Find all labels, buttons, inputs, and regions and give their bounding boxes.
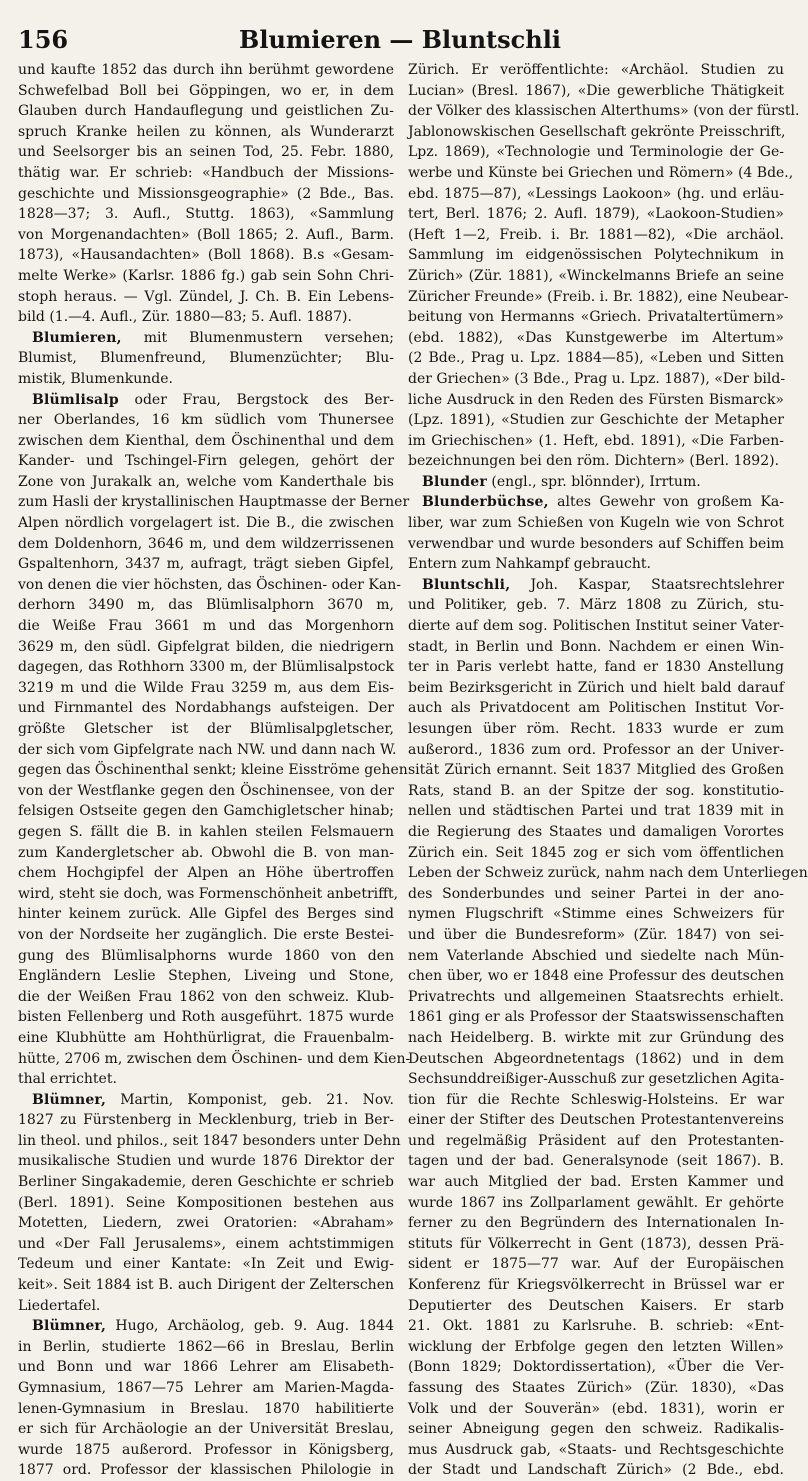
- line-text: bezeichnungen bei den röm. Dichtern» (Berl. 1892).: [408, 453, 780, 470]
- line-text: lesungen über röm. Recht. 1833 wurde er zum: [408, 721, 784, 737]
- text-line: [18, 1419, 394, 1440]
- line-text: 1861 ging er als Professor der Staatswissenschaften: [408, 1009, 784, 1026]
- line-text: sität Zürich ernannt. Seit 1837 Mitglied des Großen: [408, 762, 784, 779]
- entry-headword: Blümlisalp: [32, 391, 119, 408]
- text-line: [408, 822, 784, 843]
- line-text: der Völker des klassischen Alterthums» (von der fürstl.: [408, 103, 800, 120]
- text-line: [18, 1460, 394, 1481]
- text-line: [18, 1399, 394, 1420]
- line-text: Konferenz für Kriegsvölkerrecht in Brüssel war er: [408, 1277, 784, 1294]
- text-line: [408, 616, 784, 637]
- text-line: [408, 534, 784, 555]
- line-text: liber, war zum Schießen von Kugeln wie von Schrot: [408, 515, 784, 532]
- line-text: Deutschen Abgeordnetentags (1862) und in dem: [408, 1050, 784, 1067]
- text-line: [18, 184, 394, 205]
- entry-headword: Blumieren,: [32, 329, 122, 346]
- text-line: [408, 987, 784, 1008]
- text-line: [18, 122, 394, 143]
- text-line: [18, 801, 394, 822]
- text-line: [408, 1296, 784, 1317]
- text-line: [408, 472, 784, 493]
- line-text: wurde 1867 ins Zollparlament gewählt. Er gehörte: [408, 1194, 784, 1211]
- text-line: [18, 966, 394, 987]
- text-line: [18, 1378, 394, 1399]
- text-line: [18, 163, 394, 184]
- text-line: [18, 616, 394, 637]
- text-line: [18, 863, 394, 884]
- line-text: Motetten, Liedern, zwei Oratorien: «Abraham»: [18, 1215, 394, 1232]
- text-line: [408, 122, 784, 143]
- text-line: [408, 1460, 784, 1481]
- text-line: [18, 81, 394, 102]
- text-line: [18, 1337, 394, 1358]
- line-text: die Regierung des Staates und damaligen Vorortes: [408, 823, 784, 840]
- line-text: einer der Stifter des Deutschen Protestantenvereins: [408, 1112, 784, 1129]
- text-line: [18, 1440, 394, 1461]
- line-text: mistik, Blumenkunde.: [18, 370, 173, 387]
- text-line: [18, 884, 399, 905]
- text-line: [408, 369, 784, 390]
- text-line: [408, 1172, 784, 1193]
- line-text: wicklung der Erbfolge gegen den letzten Willen»: [408, 1338, 784, 1355]
- text-line: [18, 1049, 411, 1070]
- line-text: dierte auf dem sog. Politischen Institut seiner Vater-: [408, 618, 784, 635]
- line-text: tert, Berl. 1876; 2. Aufl. 1879), «Laokoon-Studien»: [408, 206, 784, 223]
- line-text: Liedertafel.: [18, 1297, 101, 1314]
- text-line: [408, 740, 784, 761]
- line-text: Privatrechts und allgemeinen Staatsrechts erhielt.: [408, 988, 784, 1005]
- text-line: [18, 1110, 394, 1131]
- text-line: [408, 719, 784, 740]
- text-line: [408, 1028, 784, 1049]
- line-text: tagen und der bad. Generalsynode (seit 1867). B.: [408, 1153, 784, 1170]
- text-line: [18, 369, 394, 390]
- entry-headword: Blunderbüchse,: [422, 494, 549, 511]
- line-text: Kander- und Tschingel-Firn gelegen, gehört der: [18, 453, 394, 470]
- text-line: [18, 740, 397, 761]
- line-text: mus Ausdruck gab, «Staats- und Rechtsgeschichte: [408, 1441, 784, 1458]
- text-line: [408, 925, 784, 946]
- line-text: beitung von Hermanns «Griech. Privataltertümern»: [408, 309, 784, 326]
- line-text: Gspaltenhorn, 3437 m, aufragt, trägt sieben Gipfel,: [18, 556, 394, 573]
- text-line: [408, 801, 784, 822]
- line-text: 21. Okt. 1881 zu Karlsruhe. B. schrieb: «Ent-: [408, 1318, 784, 1335]
- line-text: Zone von Jurakalk an, welche vom Kanderthale bis: [18, 473, 394, 490]
- line-text: (Bonn 1829; Doktordissertation), «Über die Ver-: [408, 1359, 784, 1376]
- line-text: Lpz. 1869), «Technologie und Terminologie der Ge-: [408, 144, 784, 161]
- line-text: größte Gletscher ist der Blümlisalpgletscher,: [18, 721, 394, 737]
- line-text: thal errichtet.: [18, 1071, 117, 1088]
- text-line: [18, 904, 394, 925]
- line-text: und Firnmantel des Nordabhangs aufsteigen. Der: [18, 700, 394, 717]
- line-text: von der Westflanke gegen den Öschinensee, von der: [18, 782, 394, 799]
- line-text: gegen S. fällt die B. in kahlen steilen Felsmauern: [18, 823, 394, 840]
- line-text: keit». Seit 1884 ist B. auch Dirigent der Zelterschen: [18, 1277, 394, 1294]
- line-text: hütte, 2706 m, zwischen dem Öschinen- und dem Kien-: [18, 1050, 411, 1067]
- text-line: [408, 142, 784, 163]
- line-text: sident er 1875—77 war. Auf der Europäischen: [408, 1256, 784, 1273]
- text-line: [408, 678, 784, 699]
- line-text: stoph heraus. — Vgl. Zündel, J. Ch. B. Ein Lebens-: [18, 288, 394, 305]
- text-line: [408, 1419, 784, 1440]
- text-line: [18, 1028, 394, 1049]
- text-line: [408, 101, 800, 122]
- text-line: [408, 904, 784, 925]
- text-line: [18, 1213, 394, 1234]
- line-text: des Sonderbundes und seiner Partei in der ano-: [408, 885, 784, 902]
- line-text: Tedeum und einer Kantate: «In Zeit und Ewig-: [18, 1256, 394, 1273]
- line-text: und über die Bundesreform» (Zür. 1847) von sei-: [408, 926, 784, 943]
- text-line: [408, 1151, 784, 1172]
- line-text: und Seelsorger bis an seinen Tod, 25. Febr. 1880,: [18, 144, 394, 161]
- text-line: [18, 822, 394, 843]
- text-line: [18, 575, 401, 596]
- line-text: lin theol. und philos., seit 1847 besonders unter Dehn: [18, 1132, 401, 1149]
- text-line: [18, 348, 394, 369]
- line-text: (Heft 1—2, Freib. i. Br. 1881—82), «Die archäol.: [408, 226, 784, 243]
- left-column: [18, 60, 411, 1479]
- line-text: gegen das Öschinenthal senkt; kleine Eisströme gehen: [18, 762, 408, 779]
- text-line: [18, 698, 394, 719]
- line-text: zum Hasli der krystallinischen Hauptmasse der Berner: [18, 494, 410, 511]
- line-text: (2 Bde., Prag u. Lpz. 1884—85), «Leben und Sitten: [408, 350, 784, 367]
- line-text: thätig war. Er schrieb: «Handbuch der Missions-: [18, 164, 394, 181]
- line-text: Lucian» (Bresl. 1867), «Die gewerbliche Thätigkeit: [408, 82, 784, 99]
- line-text: ter in Paris verlebt hatte, fand er 1830 Anstellung: [408, 659, 784, 676]
- text-line: [408, 492, 784, 513]
- entry-headword: Blümner,: [32, 1318, 107, 1335]
- line-text: lenen-Gymnasium in Breslau. 1870 habilitierte: [18, 1400, 394, 1417]
- text-line: [408, 266, 784, 287]
- text-line: [408, 946, 784, 967]
- text-line: [18, 554, 394, 575]
- text-line: [408, 204, 784, 225]
- line-text: nach Heidelberg. B. wirkte mit zur Gründung des: [408, 1029, 784, 1046]
- line-text: Berliner Singakademie, deren Geschichte er schrieb: [18, 1174, 394, 1191]
- text-line: [408, 390, 784, 411]
- line-text: derhorn 3490 m, das Blümlisalphorn 3670 m,: [18, 597, 394, 614]
- running-head: Blumieren — Bluntschli: [239, 25, 561, 54]
- text-line: [408, 1337, 784, 1358]
- text-line: [18, 719, 394, 740]
- line-text: nellen und städtischen Partei und trat 1839 mit in: [408, 803, 784, 820]
- line-text: verwendbar und wurde besonders auf Schiffen beim: [408, 535, 784, 552]
- text-line: [18, 492, 410, 513]
- text-line: [408, 760, 784, 781]
- text-line: [18, 637, 394, 658]
- line-text: dagegen, das Rothhorn 3300 m, der Blümlisalpstock: [18, 659, 394, 676]
- line-text: nem Vaterlande Abschied und siedelte nach Mün-: [408, 947, 784, 964]
- line-text: (Lpz. 1891), «Studien zur Geschichte der Metapher: [408, 412, 784, 429]
- text-line: [408, 863, 808, 884]
- text-line: [408, 1440, 784, 1461]
- text-line: [408, 843, 784, 864]
- line-text: geschichte und Missionsgeographie» (2 Bde., Bas.: [18, 185, 394, 202]
- page-header: [18, 18, 782, 54]
- line-text: auch als Privatdocent am Politischen Institut Vor-: [408, 700, 784, 717]
- text-line: [18, 1275, 394, 1296]
- line-text: (Berl. 1891). Seine Kompositionen bestehen aus: [18, 1194, 394, 1211]
- text-line: [18, 307, 394, 328]
- line-text: dem Doldenhorn, 3646 m, und dem wildzerrissenen: [18, 535, 394, 552]
- text-line: [18, 204, 394, 225]
- line-text: Deputierter des Deutschen Kaisers. Er starb: [408, 1297, 784, 1314]
- line-text: bisten Fellenberg und Roth ausgeführt. 1875 wurde: [18, 1009, 394, 1026]
- line-text: ebd. 1875—87), «Lessings Laokoon» (hg. und erläu-: [408, 185, 784, 202]
- line-text: 1827 zu Fürstenberg in Mecklenburg, trieb in Ber-: [18, 1112, 394, 1129]
- line-text: Zürich. Er veröffentlichte: «Archäol. Studien zu: [408, 62, 784, 78]
- line-text: chen über, wo er 1848 eine Professur des deutschen: [408, 968, 784, 985]
- text-columns: [18, 60, 808, 1479]
- line-text: liche Ausdruck in den Reden des Fürsten Bismarck»: [408, 391, 784, 408]
- entry-headword: Bluntschli,: [422, 576, 511, 593]
- line-text: bild (1.—4. Aufl., Zür. 1880—83; 5. Aufl. 1887).: [18, 309, 352, 326]
- text-line: [408, 1069, 784, 1090]
- text-line: [18, 925, 394, 946]
- line-text: ferner zu den Begründern des Internationalen In-: [408, 1215, 784, 1232]
- line-text: Schwefelbad Boll bei Göppingen, wo er, in dem: [18, 82, 394, 99]
- line-text: von Morgenandachten» (Boll 1865; 2. Aufl., Barm.: [18, 226, 394, 243]
- line-text: felsigen Ostseite gegen den Gamchigletscher hinab;: [18, 803, 394, 820]
- text-line: [408, 163, 794, 184]
- text-line: [408, 698, 784, 719]
- text-line: [408, 554, 784, 575]
- text-line: [18, 101, 394, 122]
- line-text: Sechsunddreißiger-Ausschuß zur gesetzlichen Agita-: [408, 1071, 785, 1088]
- line-text: eine Klubhütte am Hohthürligrat, die Frauenbalm-: [18, 1029, 394, 1046]
- line-text: und Bonn und war 1866 Lehrer am Elisabeth-: [18, 1359, 394, 1376]
- line-text: Joh. Kaspar, Staatsrechtslehrer: [510, 576, 784, 593]
- text-line: [18, 1234, 394, 1255]
- text-line: [408, 1275, 784, 1296]
- line-text: wurde 1875 außerord. Professor in Königsberg,: [18, 1441, 394, 1458]
- line-text: fassung des Staates Zürich» (Zür. 1830), «Das: [408, 1380, 784, 1396]
- line-text: Sammlung im eidgenössischen Polytechnikum in: [408, 247, 784, 264]
- text-line: [408, 1213, 784, 1234]
- line-text: der Stadt und Landschaft Zürich» (2 Bde., ebd.: [408, 1462, 784, 1479]
- line-text: (engl., spr. blönnder), Irrtum.: [486, 473, 701, 490]
- page-number: 156: [18, 25, 69, 54]
- text-line: [18, 534, 394, 555]
- line-text: 1877 ord. Professor der klassischen Philologie in: [18, 1462, 394, 1479]
- line-text: Zürich ein. Seit 1845 zog er sich vom öffentlichen: [408, 844, 784, 861]
- text-line: [18, 1172, 394, 1193]
- text-line: [18, 1193, 394, 1214]
- line-text: Rats, stand B. an der Spitze der sog. konstitutio-: [408, 782, 784, 799]
- line-text: oder Frau, Bergstock des Ber-: [118, 391, 394, 408]
- line-text: Zürich» (Zür. 1881), «Winckelmanns Briefe an seine: [408, 267, 784, 284]
- text-line: [18, 266, 394, 287]
- line-text: Entern zum Nahkampf gebraucht.: [408, 556, 651, 573]
- text-line: [408, 307, 784, 328]
- text-line: [18, 657, 394, 678]
- text-line: [18, 1357, 394, 1378]
- line-text: Jablonowskischen Gesellschaft gekrönte Preisschrift,: [408, 123, 786, 140]
- text-line: [408, 781, 784, 802]
- text-line: [18, 1316, 394, 1337]
- line-text: von denen die vier höchsten, das Öschinen- oder Kan-: [18, 576, 401, 593]
- text-line: [408, 513, 784, 534]
- line-text: der Griechen» (3 Bde., Prag u. Lpz. 1887), «Der bild-: [408, 370, 786, 387]
- text-line: [408, 1357, 784, 1378]
- text-line: [408, 348, 784, 369]
- text-line: [18, 245, 394, 266]
- line-text: Martin, Komponist, geb. 21. Nov.: [106, 1091, 394, 1108]
- text-line: [18, 60, 394, 81]
- line-text: Leben der Schweiz zurück, nahm nach dem Unterliegen: [408, 865, 808, 882]
- text-line: [18, 987, 394, 1008]
- text-line: [408, 1110, 784, 1131]
- line-text: 1873), «Hausandachten» (Boll 1868). B.s «Gesam-: [18, 247, 394, 264]
- text-line: [18, 1254, 394, 1275]
- line-text: 3219 m und die Wilde Frau 3259 m, aus dem Eis-: [18, 679, 394, 696]
- text-line: [408, 637, 784, 658]
- line-text: im Griechischen» (1. Heft, ebd. 1891), «Die Farben-: [408, 432, 784, 449]
- text-line: [408, 1254, 784, 1275]
- text-line: [408, 1007, 784, 1028]
- line-text: er sich für Archäologie an der Universität Breslau,: [18, 1421, 394, 1438]
- text-line: [18, 225, 394, 246]
- line-text: die Weiße Frau 3661 m und das Morgenhorn: [18, 618, 394, 635]
- line-text: Hugo, Archäolog, geb. 9. Aug. 1844: [106, 1318, 394, 1335]
- text-line: [408, 410, 784, 431]
- text-line: [408, 1193, 784, 1214]
- text-line: [408, 287, 789, 308]
- text-line: [408, 81, 784, 102]
- text-line: [18, 431, 394, 452]
- line-text: 3629 m, den südl. Gipfelgrat bilden, die niedrigern: [18, 638, 394, 655]
- line-text: stadt, in Berlin und Bonn. Nachdem er einen Win-: [408, 638, 784, 655]
- text-line: [408, 225, 784, 246]
- line-text: und «Der Fall Jerusalems», einem achtstimmigen: [18, 1235, 394, 1252]
- text-line: [408, 884, 784, 905]
- text-line: [18, 1296, 394, 1317]
- text-line: [408, 1131, 784, 1152]
- text-line: [18, 451, 394, 472]
- text-line: [408, 595, 784, 616]
- line-text: Engländern Leslie Stephen, Liveing und Stone,: [18, 968, 394, 985]
- line-text: hinter keinem zurück. Alle Gipfel des Berges sind: [18, 906, 394, 923]
- text-line: [18, 595, 394, 616]
- text-line: [408, 451, 784, 472]
- text-line: [408, 328, 784, 349]
- line-text: in Berlin, studierte 1862—66 in Breslau, Berlin: [18, 1338, 394, 1355]
- entry-headword: Blunder: [422, 473, 487, 490]
- line-text: Alpen nördlich vorgelagert ist. Die B., die zwischen: [18, 515, 394, 532]
- line-text: außerord., 1836 zum ord. Professor an der Univer-: [408, 741, 784, 758]
- right-column: [408, 60, 808, 1479]
- line-text: chem Hochgipfel der Alpen an Höhe übertroffen: [18, 865, 394, 882]
- line-text: Glauben durch Handauflegung und geistlichen Zu-: [18, 103, 394, 120]
- line-text: Volk und der Souverän» (ebd. 1831), worin er: [408, 1400, 784, 1417]
- line-text: gung des Blümlisalphorns wurde 1860 von den: [18, 947, 394, 964]
- line-text: war auch Mitglied der bad. Ersten Kammer und: [408, 1174, 784, 1191]
- line-text: Gymnasium, 1867—75 Lehrer am Marien-Magda-: [18, 1380, 394, 1396]
- line-text: zwischen dem Kienthal, dem Öschinenthal und dem: [18, 432, 394, 449]
- line-text: beim Bezirksgericht in Zürich und hielt bald darauf: [408, 679, 784, 696]
- line-text: die der Weißen Frau 1862 von den schweiz. Klub-: [18, 988, 394, 1005]
- line-text: von der Nordseite her zugänglich. Die erste Bestei-: [18, 926, 394, 943]
- entry-headword: Blümner,: [32, 1091, 107, 1108]
- line-text: der sich vom Gipfelgrate nach NW. und dann nach W.: [18, 741, 397, 758]
- line-text: und Politiker, geb. 7. März 1808 zu Zürich, stu-: [408, 597, 784, 614]
- text-line: [18, 781, 394, 802]
- text-line: [408, 966, 784, 987]
- line-text: tion für die Rechte Schleswig-Holsteins. Er war: [408, 1091, 784, 1108]
- text-line: [18, 142, 394, 163]
- text-line: [18, 1007, 394, 1028]
- text-line: [408, 184, 784, 205]
- line-text: musikalische Studien und wurde 1876 Direktor der: [18, 1153, 394, 1170]
- line-text: werbe und Künste bei Griechen und Römern» (4 Bde.,: [408, 164, 794, 181]
- line-text: (ebd. 1882), «Das Kunstgewerbe im Altertum»: [408, 329, 784, 346]
- line-text: und kaufte 1852 das durch ihn berühmt gewordene: [18, 62, 394, 78]
- text-line: [408, 245, 784, 266]
- line-text: Blumist, Blumenfreund, Blumenzüchter; Blu-: [18, 350, 394, 367]
- text-line: [18, 843, 394, 864]
- text-line: [408, 1316, 784, 1337]
- line-text: spruch Kranke heilen zu können, als Wunderarzt: [18, 123, 394, 140]
- line-text: seiner Abneigung gegen den schweiz. Radikalis-: [408, 1421, 784, 1438]
- text-line: [18, 287, 394, 308]
- text-line: [18, 513, 394, 534]
- text-line: [408, 657, 784, 678]
- line-text: stituts für Völkerrecht in Gent (1873), dessen Prä-: [408, 1235, 784, 1252]
- line-text: melte Werke» (Karlsr. 1886 fg.) gab sein Sohn Chri-: [18, 267, 394, 284]
- text-line: [18, 390, 394, 411]
- text-line: [408, 1399, 784, 1420]
- line-text: und regelmäßig Präsident auf den Protestanten-: [408, 1132, 784, 1149]
- line-text: ner Oberlandes, 16 km südlich vom Thunersee: [18, 412, 394, 429]
- text-line: [18, 1151, 394, 1172]
- text-line: [18, 328, 394, 349]
- text-line: [18, 1090, 394, 1111]
- text-line: [18, 1131, 401, 1152]
- text-line: [18, 946, 394, 967]
- text-line: [408, 1049, 784, 1070]
- text-line: [408, 575, 784, 596]
- text-line: [408, 1234, 784, 1255]
- text-line: [18, 678, 394, 699]
- text-line: [18, 472, 394, 493]
- text-line: [18, 1069, 394, 1090]
- text-line: [408, 1378, 784, 1399]
- line-text: zum Kandergletscher ab. Obwohl die B. von man-: [18, 844, 394, 861]
- text-line: [408, 431, 784, 452]
- text-line: [408, 1090, 784, 1111]
- text-line: [18, 410, 394, 431]
- line-text: nymen Flugschrift «Stimme eines Schweizers für: [408, 906, 784, 923]
- line-text: Züricher Freunde» (Freib. i. Br. 1882), eine Neubear-: [408, 288, 789, 305]
- text-line: [408, 60, 784, 81]
- text-line: [18, 760, 408, 781]
- line-text: 1828—37; 3. Aufl., Stuttg. 1863), «Sammlung: [18, 206, 394, 223]
- line-text: mit Blumenmustern versehen;: [121, 329, 394, 346]
- line-text: altes Gewehr von großem Ka-: [548, 494, 784, 511]
- line-text: wird, steht sie doch, was Formenschönheit anbetrifft,: [18, 885, 399, 902]
